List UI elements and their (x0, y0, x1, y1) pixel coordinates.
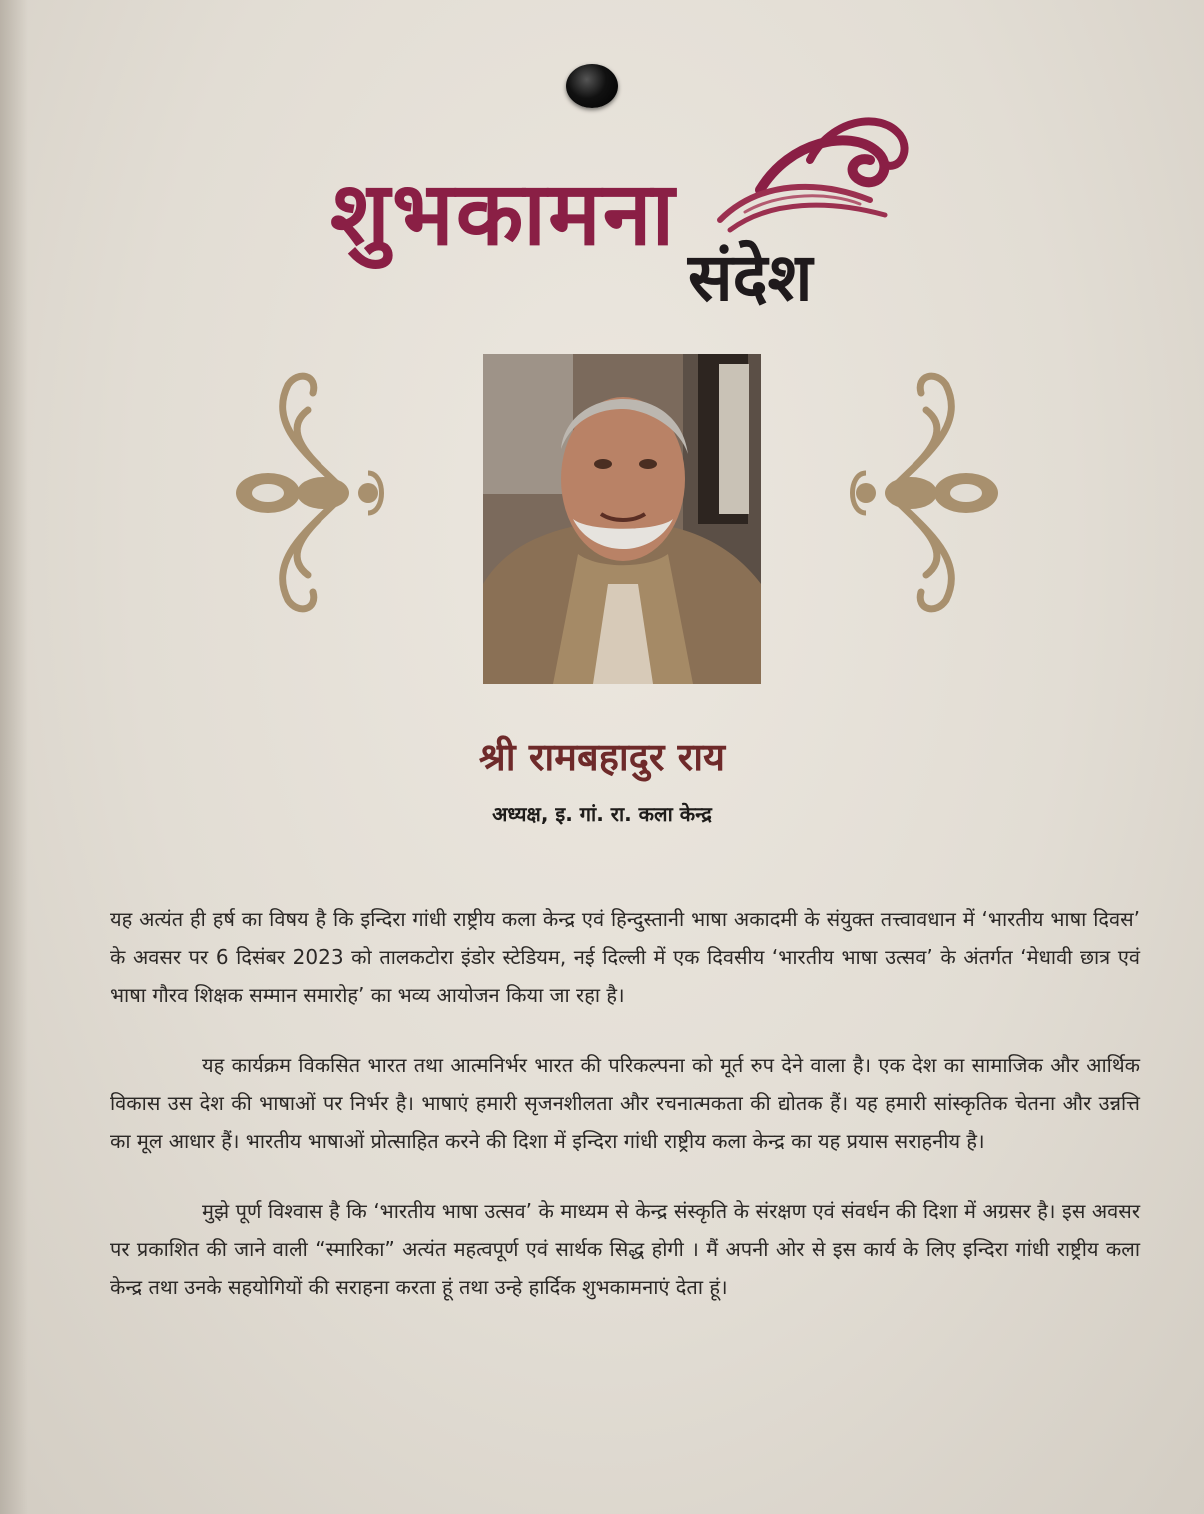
message-body (110, 900, 1140, 1338)
page-subtitle: संदेश (688, 238, 813, 316)
floral-ornament-left-icon (228, 365, 388, 620)
swirl-ornament-icon (700, 100, 920, 240)
portrait-icon (483, 354, 761, 684)
portrait-photo (483, 354, 761, 684)
title-block (320, 100, 920, 320)
paragraph-3: मुझे पूर्ण विश्वास है कि ‘भारतीय भाषा उत्सव’ के माध्यम से केन्द्र संस्कृति के संरक्षण एवं संवर्धन की दिशा में अग्रसर है। इस अवसर पर प्रकाशित की जाने वाली “स्मारिका” अत्यंत महत्वपूर्ण एवं सार्थक सिद्ध होगी । मैं अपनी ओर से इस कार्य के लिए इन्दिरा गांधी राष्ट्रीय कला केन्द्र तथा उनके सहयोगियों की सराहना करता हूं तथा उन्हे हार्दिक शुभकामनाएं देता हूं। (110, 1199, 1140, 1299)
paragraph-2: यह कार्यक्रम विकसित भारत तथा आत्मनिर्भर भारत की परिकल्पना को मूर्त रुप देने वाला है। एक देश का सामाजिक और आर्थिक विकास उस देश की भाषाओं पर निर्भर है। भाषाएं हमारी सृजनशीलता और रचनात्मकता की द्योतक हैं। यह हमारी सांस्कृतिक चेतना और उन्नत्ति का मूल आधार हैं। भारतीय भाषाओं प्रोत्साहित करने की दिशा में इन्दिरा गांधी राष्ट्रीय कला केन्द्र का यह प्रयास सराहनीय है। (110, 1053, 1140, 1153)
person-name: श्री रामबहादुर राय (478, 734, 726, 779)
person-designation: अध्यक्ष, इ. गां. रा. कला केन्द्र (492, 802, 712, 826)
floral-ornament-right-icon (846, 365, 1006, 620)
page-title: शुभकामना (330, 161, 677, 265)
paragraph-1: यह अत्यंत ही हर्ष का विषय है कि इन्दिरा गांधी राष्ट्रीय कला केन्द्र एवं हिन्दुस्तानी भाषा अकादमी के संयुक्त तत्त्वावधान में ‘भारतीय भाषा दिवस’ के अवसर पर 6 दिसंबर 2023 को तालकटोरा इंडोर स्टेडियम, नई दिल्ली में एक दिवसीय ‘भारतीय भाषा उत्सव’ के अंतर्गत ‘मेधावी छात्र एवं भाषा गौरव शिक्षक सम्मान समारोह’ का भव्य आयोजन किया जा रहा है। (110, 907, 1140, 1007)
